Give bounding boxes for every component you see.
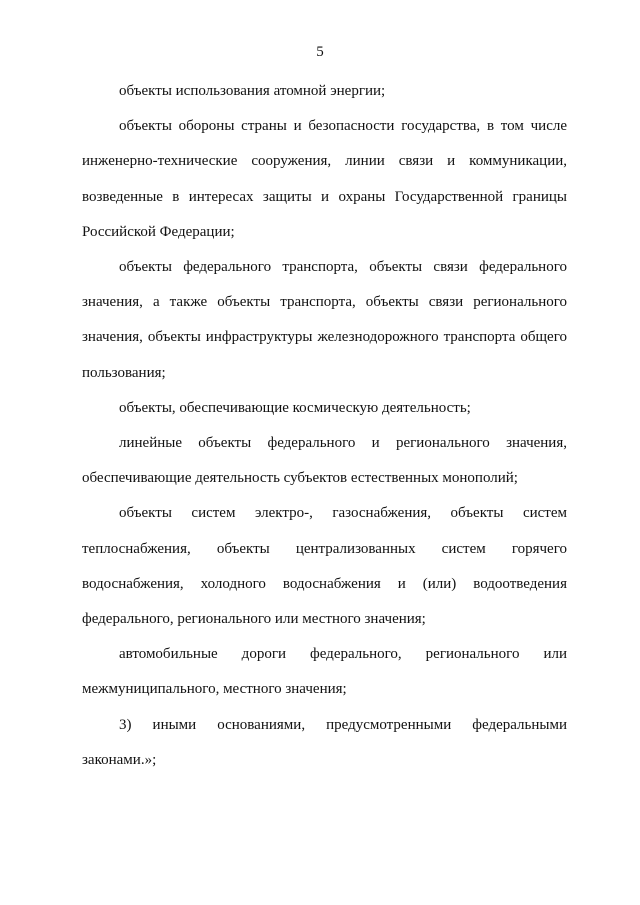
paragraph-other-grounds: 3) иными основаниями, предусмотренными федеральными законами.»; bbox=[82, 716, 567, 768]
paragraph-space-activity: объекты, обеспечивающие космическую деятельность; bbox=[119, 399, 471, 416]
paragraph-linear-objects: линейные объекты федерального и регионального значения, обеспечивающие деятельность субъектов естественных монополий; bbox=[82, 435, 567, 487]
paragraph-defense: объекты обороны страны и безопасности государства, в том числе инженерно-технические сооружения, линии связи и коммуникации, возведенные в интересах защиты и охраны Государственной границы Российской Федерации; bbox=[82, 118, 567, 240]
paragraph-atomic-energy: объекты использования атомной энергии; bbox=[119, 83, 386, 99]
paragraph-roads: автомобильные дороги федерального, регионального или межмуниципального, местного значения; bbox=[82, 646, 567, 698]
document-body bbox=[82, 74, 567, 778]
paragraph-utility-systems: объекты систем электро-, газоснабжения, объекты систем теплоснабжения, объекты централизованных систем горячего водоснабжения, холодного водоснабжения и (или) водоотведения федерального, регионального или местного значения; bbox=[82, 505, 567, 628]
page-number: 5 bbox=[316, 44, 324, 60]
paragraph-federal-transport: объекты федерального транспорта, объекты связи федерального значения, а также объекты транспорта, объекты связи регионального значения, объекты инфраструктуры железнодорожного транспорта общего пользования; bbox=[82, 259, 567, 381]
